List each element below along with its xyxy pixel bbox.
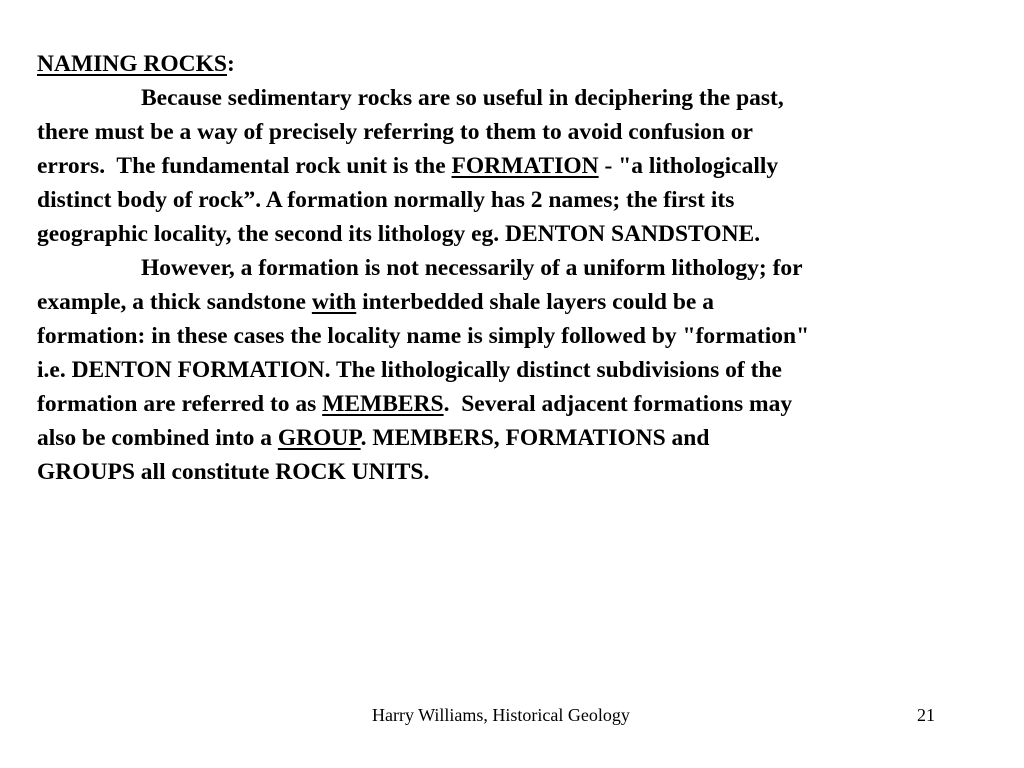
paragraph2-line4: i.e. DENTON FORMATION. The lithologically distinct subdivisions of the — [37, 357, 782, 383]
paragraph1-line2: there must be a way of precisely referring to them to avoid confusion or — [37, 119, 753, 145]
term-formation: FORMATION — [451, 153, 599, 179]
paragraph2-line2-text: example, a thick sandstone — [37, 289, 312, 315]
paragraph2-line6-text: also be combined into a — [37, 425, 278, 451]
paragraph1-line5: geographic locality, the second its lithology eg. DENTON SANDSTONE. — [37, 221, 761, 247]
paragraph2-line6 — [37, 421, 987, 455]
paragraph1-line3-rest: - "a lithologically — [598, 153, 779, 179]
slide-body — [37, 47, 987, 489]
paragraph2-line3: formation: in these cases the locality name is simply followed by "formation" — [37, 323, 810, 349]
paragraph2-line2-rest: interbedded shale layers could be a — [356, 289, 714, 315]
term-group: GROUP — [277, 425, 361, 451]
paragraph2-line1: However, a formation is not necessarily of a uniform lithology; for — [141, 255, 803, 281]
term-members: MEMBERS — [322, 391, 444, 417]
paragraph2-line7: GROUPS all constitute ROCK UNITS. — [37, 459, 430, 485]
paragraph2-line5-rest: . Several adjacent formations may — [443, 391, 793, 417]
paragraph2-line5-text: formation are referred to as — [37, 391, 323, 417]
heading-title: NAMING ROCKS — [37, 51, 227, 77]
paragraph1-line3-text: errors. The fundamental rock unit is the — [37, 153, 452, 179]
paragraph1-line1: Because sedimentary rocks are so useful in deciphering the past, — [141, 85, 784, 111]
slide-heading — [37, 47, 987, 81]
term-with: with — [311, 289, 357, 315]
page-number: 21 — [917, 705, 935, 725]
paragraph2-line5 — [37, 387, 987, 421]
footer-credit: Harry Williams, Historical Geology — [372, 705, 630, 725]
heading-colon: : — [226, 51, 235, 77]
paragraph2-line6-rest: . MEMBERS, FORMATIONS and — [360, 425, 710, 451]
paragraph1-line3 — [37, 149, 987, 183]
paragraph1-line4: distinct body of rock”. A formation normally has 2 names; the first its — [37, 187, 735, 213]
paragraph2-line2 — [37, 285, 987, 319]
